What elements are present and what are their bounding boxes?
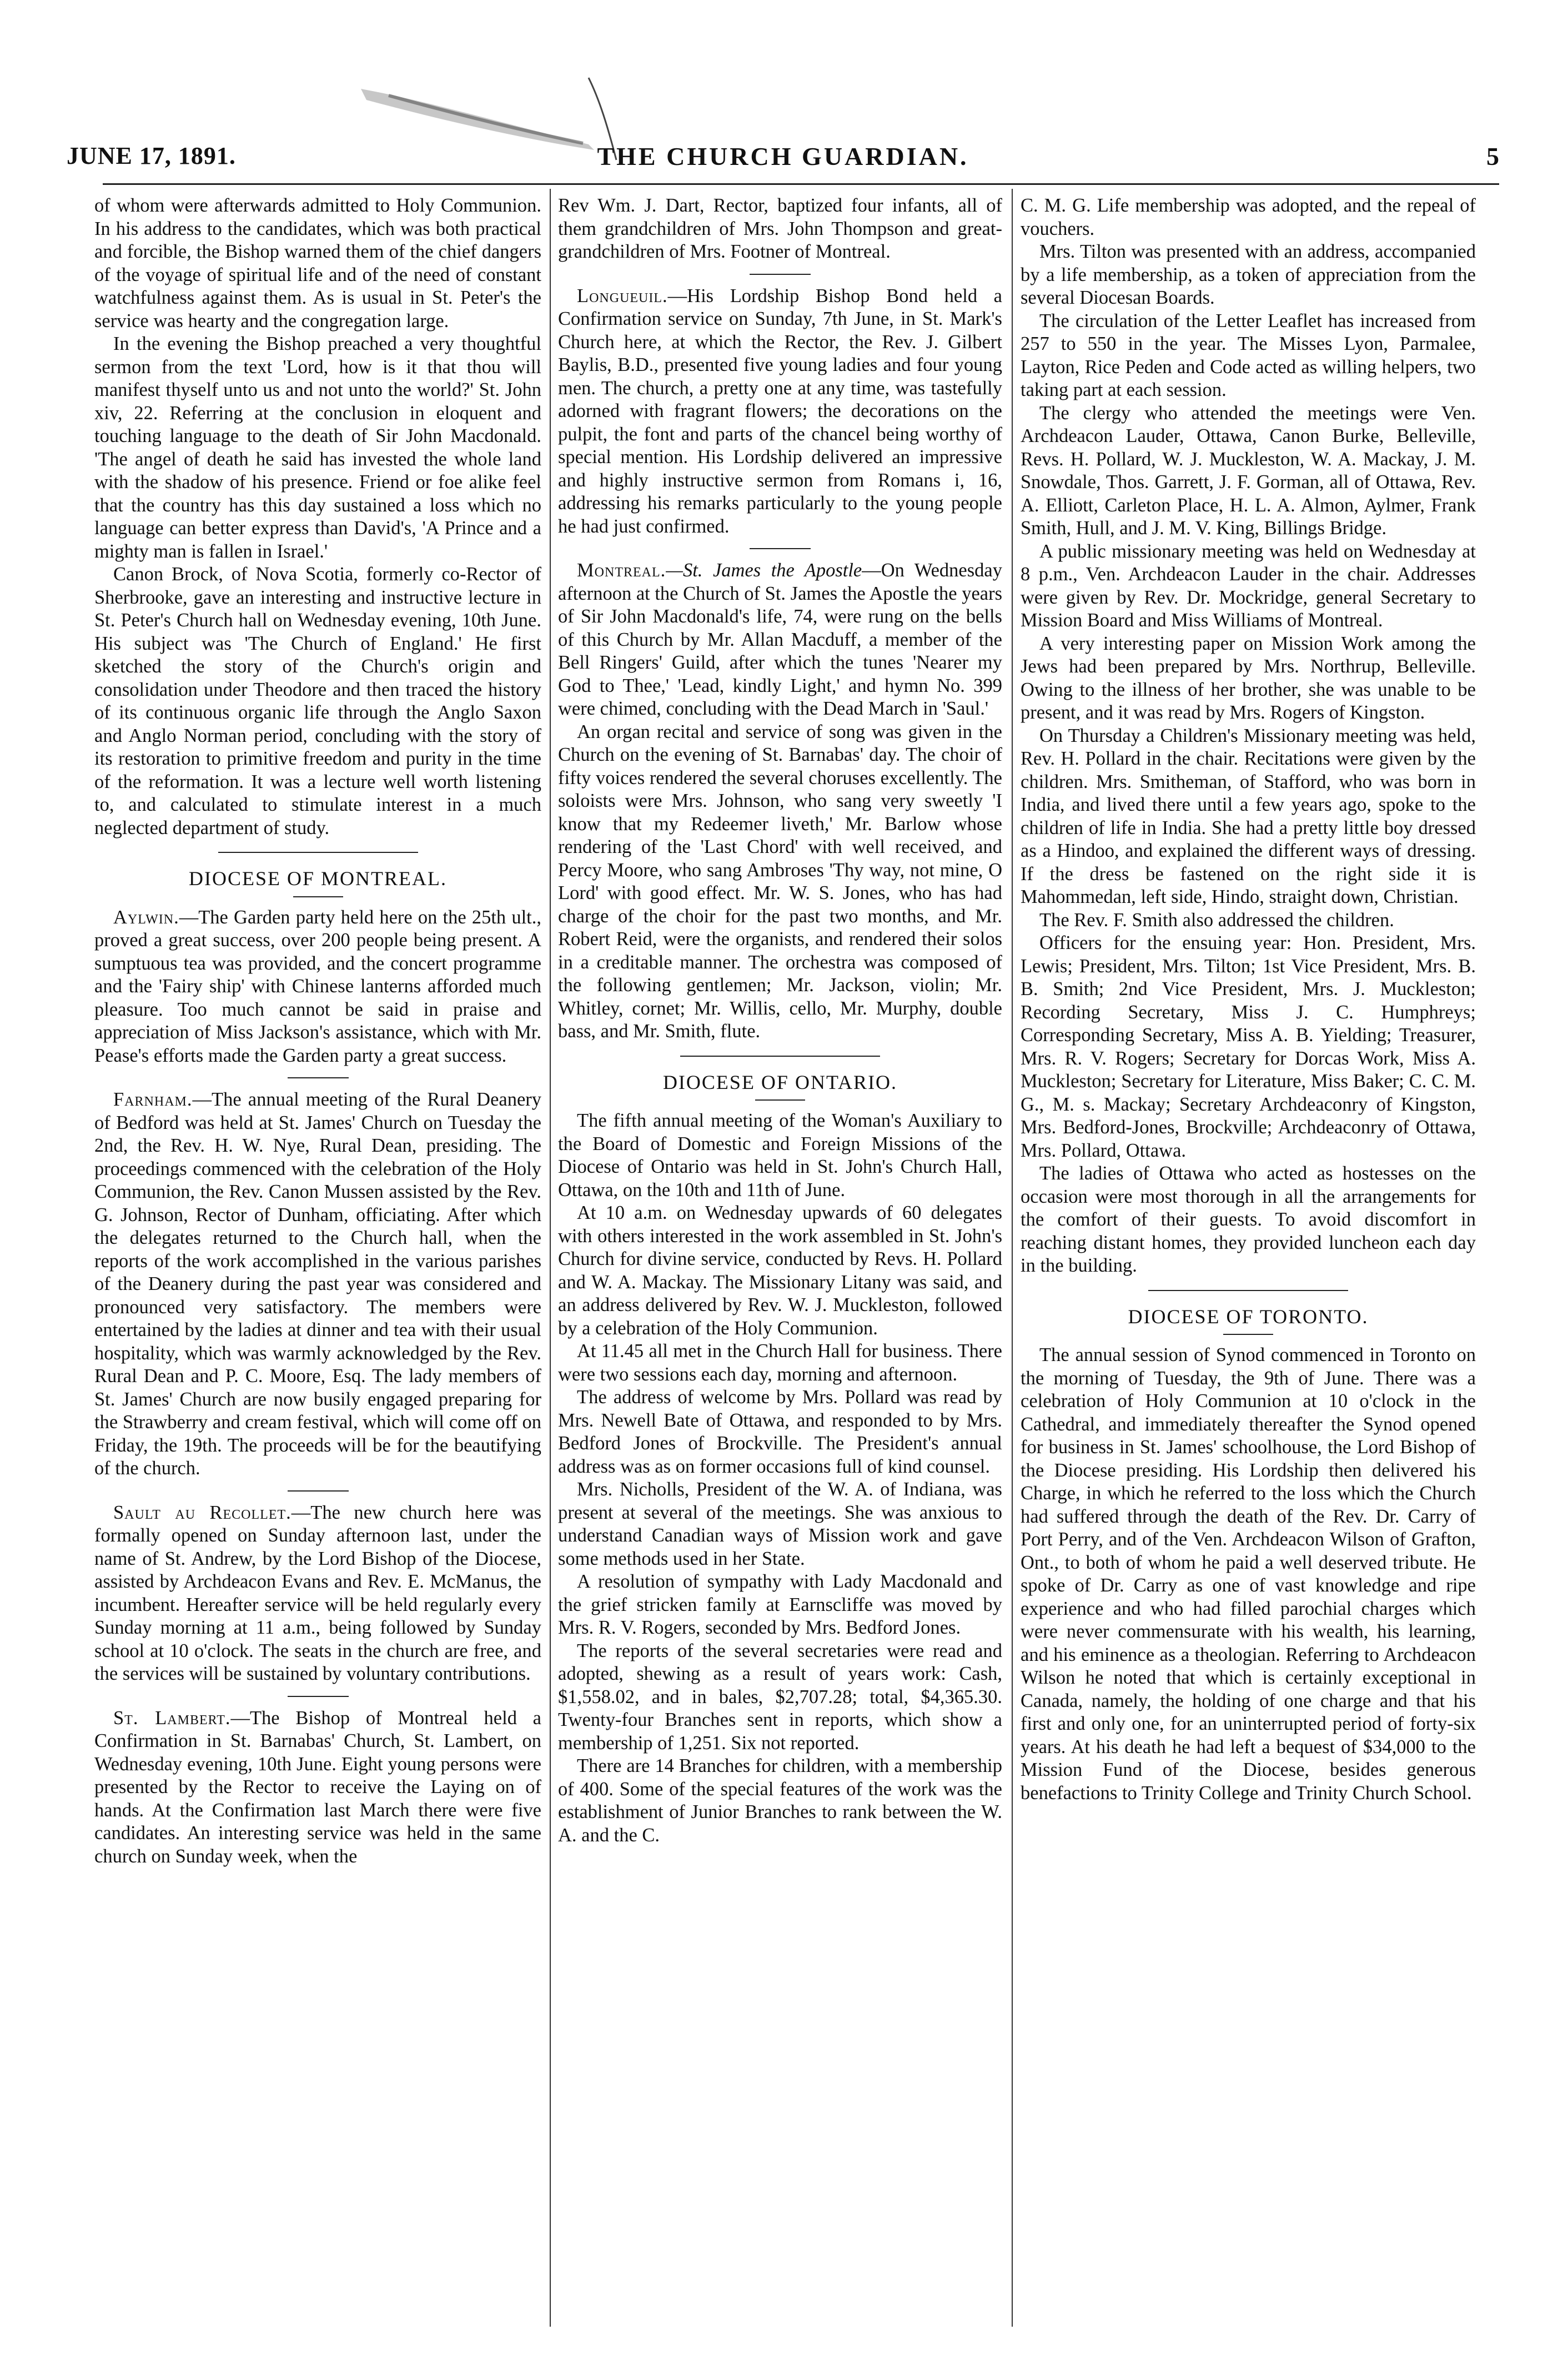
place-lead: Aylwin. — [113, 906, 179, 928]
paragraph: The address of welcome by Mrs. Pollard was read by Mrs. Newell Bate of Ottawa, and responded to by Mrs. Bedford Jones of Brockville. The President's annual address was as on former occasions full of kind counsel. — [558, 1387, 1002, 1477]
church-name: —St. James the Apostle — [666, 560, 862, 581]
paragraph: Mrs. Tilton was presented with an address, accompanied by a life membership, as a token of appreciation from the several Diocesan Boards. — [1021, 241, 1476, 308]
paragraph: An organ recital and service of song was given in the Church on the evening of St. Barnabas' day. The choir of fifty voices rendered the several choruses excellently. The soloists were Mrs. Johnson, who sang very sweetly 'I know that my Redeemer liveth,' Mr. Barlow whose rendering of the 'Last Chord' with well received, and Percy Moore, who sang Ambroses 'Thy way, not mine, O Lord' with good effect. Mr. W. S. Jones, who has had charge of the choir for the past two months, and Mr. Robert Reid, were the organists, and rendered their solos in a creditable manner. The orchestra was composed of the following gentlemen; Mr. Jackson, violin; Mr. Whitley, cornet; Mr. Willis, cello, Mr. Murphy, double bass, and Mr. Smith, flute. — [558, 721, 1002, 1042]
paragraph — [558, 285, 1002, 539]
paragraph: At 10 a.m. on Wednesday upwards of 60 delegates with others interested in the work assembled in St. John's Church for divine service, conducted by Revs. H. Pollard and W. A. Mackay. The Missionary Litany was said, and an address delivered by Rev. W. J. Muckleston, followed by a celebration of the Holy Communion. — [558, 1202, 1002, 1339]
place-lead: Sault au Recollet. — [113, 1502, 292, 1523]
heading-underline — [293, 896, 343, 897]
paragraph: The ladies of Ottawa who acted as hostesses on the occasion were most thorough in all the arrangements for the comfort of their guests. To avoid discomfort in reaching distant homes, they provided luncheon each day in the building. — [1021, 1163, 1476, 1276]
heading-underline — [1223, 1334, 1273, 1335]
paragraph: C. M. G. Life membership was adopted, and the repeal of vouchers. — [1021, 195, 1476, 239]
paragraph: The reports of the several secretaries were read and adopted, shewing as a result of years work: Cash, $1,558.02, and in bales, $2,707.28; total, $4,365.30. Twenty-four Branches sent in reports, which show a membership of 1,251. Six not reported. — [558, 1640, 1002, 1754]
section-separator — [680, 1056, 880, 1057]
paragraph-text: —The Garden party held here on the 25th ult., proved a great success, over 200 people being present. A sumptuous tea was provided, and the concert programme and the 'Fairy ship' with Chinese lanterns afforded much pleasure. Too much cannot be said in praise and appreciation of Miss Jackson's assistance, which with Mr. Pease's efforts made the Garden party a great success. — [94, 906, 541, 1066]
paragraph: Mrs. Nicholls, President of the W. A. of Indiana, was present at several of the meetings. She was anxious to understand Canadian ways of Mission work and gave some methods used in her State. — [558, 1479, 1002, 1569]
place-lead: Farnham. — [113, 1089, 193, 1110]
paragraph: A public missionary meeting was held on Wednesday at 8 p.m., Ven. Archdeacon Lauder in the chair. Addresses were given by Rev. Dr. Mockridge, general Secretary to Mission Board and Miss Williams of Montreal. — [1021, 540, 1476, 631]
item-separator — [288, 1490, 349, 1492]
paragraph: The annual session of Synod commenced in Toronto on the morning of Tuesday, the 9th of June. There was a celebration of Holy Communion at 10 o'clock in the Cathedral, and immediately thereafter the Synod opened for business in St. James' schoolhouse, the Lord Bishop of the Diocese presiding. His Lordship then delivered his Charge, in which he referred to the loss which the Church had suffered through the death of the Rev. Dr. Carry of Port Perry, and of the Ven. Archdeacon Wilson of Grafton, Ont., to both of whom he paid a well deserved tribute. He spoke of Dr. Carry as one of vast knowledge and ripe experience and who had filled parochial charges which were never commensurate with his wealth, his learning, and his eminence as a theologian. Referring to Archdeacon Wilson he noted that which is certainly exceptional in Canada, namely, the holding of one charge and that his first and only one, for an uninterrupted period of forty-six years. At his death he had left a bequest of $34,000 to the Mission Fund of the Diocese, besides generous benefactions to Trinity College and Trinity Church School. — [1021, 1344, 1476, 1804]
paragraph — [94, 906, 541, 1068]
heading-underline — [755, 1099, 805, 1101]
paragraph: Officers for the ensuing year: Hon. President, Mrs. Lewis; President, Mrs. Tilton; 1st Vice President, Mrs. B. B. Smith; 2nd Vice President, Mrs. J. Muckleston; Recording Secretary, Miss J. C. Humphreys; Corresponding Secretary, Miss A. B. Yielding; Treasurer, Mrs. R. V. Rogers; Secretary for Dorcas Work, Miss A. Muckleston; Secretary for Literature, Miss Baker; C. C. M. G., M. s. Mackay; Secretary Archdeaconry of Kingston, Mrs. Bedford-Jones, Brockville; Archdeaconry of Ottawa, Mrs. Pollard, Ottawa. — [1021, 932, 1476, 1161]
paragraph-text: —The annual meeting of the Rural Deanery of Bedford was held at St. James' Church on Tuesday the 2nd, the Rev. H. W. Nye, Rural Dean, presiding. The proceedings commenced with the celebration of the Holy Communion, the Rev. Canon Mussen assisted by the Rev. G. Johnson, Rector of Dunham, officiating. After which the delegates returned to the Church hall, when the reports of the work accomplished in the various parishes of the Deanery during the past year was considered and pronounced very satisfactory. The members were entertained by the ladies at dinner and tea with their usual hospitality, which was warmly acknowledged by the Rev. Rural Dean and P. C. Moore, Esq. The lady members of St. James' Church are now busily engaged preparing for the Strawberry and cream festival, which will come off on Friday, the 19th. The proceeds will be for the beautifying of the church. — [94, 1089, 541, 1479]
paragraph: The clergy who attended the meetings were Ven. Archdeacon Lauder, Ottawa, Canon Burke, Belleville, Revs. H. Pollard, W. J. Muckleston, W. A. Mackay, J. M. Snowdale, Thos. Garrett, J. F. Gorman, all of Ottawa, Rev. A. Elliott, Carleton Place, H. L. A. Almon, Aylmer, Frank Smith, Hull, and J. M. V. King, Billings Bridge. — [1021, 402, 1476, 539]
item-separator — [288, 1077, 349, 1078]
paragraph-text: —The new church here was formally opened on Sunday afternoon last, under the name of St. Andrew, by the Lord Bishop of the Diocese, assisted by Archdeacon Evans and Rev. E. McManus, the incumbent. Hereafter service will be held regularly every Sunday morning at 11 a.m., being followed by Sunday school at 10 o'clock. The seats in the church are free, and the services will be sustained by voluntary contributions. — [94, 1502, 541, 1684]
paragraph: Canon Brock, of Nova Scotia, formerly co-Rector of Sherbrooke, gave an interesting and instructive lecture in St. Peter's Church hall on Wednesday evening, 10th June. His subject was 'The Church of England.' He first sketched the story of the Church's origin and consolidation under Theodore and then traced the history of its continuous organic life through the Anglo Saxon and Anglo Norman period, concluding with the story of its restoration to primitive freedom and purity in the time of the reformation. It was a lecture well worth listening to, and calculated to stimulate interest in a much neglected department of study. — [94, 564, 541, 838]
section-separator — [218, 852, 418, 853]
paragraph-text: —The Bishop of Montreal held a Confirmation in St. Barnabas' Church, St. Lambert, on Wednesday evening, 10th June. Eight young persons were presented by the Rector to receive the Laying on of hands. At the Confirmation last March there were five candidates. An interesting service was held in the same church on Sunday week, when the — [94, 1707, 541, 1867]
page-header — [67, 142, 1499, 175]
paragraph: The Rev. F. Smith also addressed the children. — [1039, 909, 1394, 931]
paragraph: A very interesting paper on Mission Work among the Jews had been prepared by Mrs. Northrup, Belleville. Owing to the illness of her brother, she was unable to be present, and it was read by Mrs. Rogers of Kingston. — [1021, 632, 1476, 723]
paragraph: On Thursday a Children's Missionary meeting was held, Rev. H. Pollard in the chair. Recitations were given by the children. Mrs. Smitheman, of Stafford, who was born in India, and lived there until a few years ago, spoke to the children of life in India. She had a pretty little boy dressed as a Hindoo, and explained the different ways of dressing. If the dress be fastened on the right side it is Mahommedan, left side, Hindo, straight down, Christian. — [1021, 725, 1476, 907]
place-lead: Longueuil. — [577, 285, 668, 307]
paragraph — [558, 559, 1002, 721]
place-lead: St. Lambert. — [113, 1707, 231, 1729]
section-heading-montreal: DIOCESE OF MONTREAL. — [188, 867, 447, 890]
paragraph: In the evening the Bishop preached a very thoughtful sermon from the text 'Lord, how is it that thou will manifest thyself unto us and not unto the world?' St. John xiv, 22. Referring at the conclusion in eloquent and touching language to the death of Sir John Macdonald. 'The angel of death he said has invested the whole land with the shadow of his presence. Friend or foe alike feel that the country has this day sustained a loss which no language can better express than David's, 'A Prince and a mighty man is fallen in Israel.' — [94, 333, 541, 562]
paragraph — [94, 1088, 541, 1480]
header-date: JUNE 17, 1891. — [67, 142, 236, 169]
column-1 — [94, 194, 541, 2327]
paragraph: A resolution of sympathy with Lady Macdonald and the grief stricken family at Earnscliffe was moved by Mrs. R. V. Rogers, seconded by Mrs. Bedford Jones. — [558, 1571, 1002, 1638]
paragraph — [94, 1502, 541, 1686]
item-separator — [750, 548, 811, 549]
paragraph: At 11.45 all met in the Church Hall for business. There were two sessions each day, morning and afternoon. — [558, 1340, 1002, 1385]
paragraph-text: —On Wednesday afternoon at the Church of St. James the Apostle the years of Sir John Macdonald's life, 74, were rung on the bells of this Church by Mr. Allan Macduff, a member of the Bell Ringers' Guild, after which the tunes 'Nearer my God to Thee,' 'Lead, kindly Light,' and hymn No. 399 were chimed, concluding with the Dead March in 'Saul.' — [558, 560, 1002, 719]
place-lead: Montreal. — [577, 560, 666, 581]
column-3 — [1021, 194, 1476, 2327]
section-heading-ontario: DIOCESE OF ONTARIO. — [662, 1071, 898, 1093]
column-divider — [550, 189, 551, 2327]
column-divider — [1012, 189, 1013, 2327]
section-separator — [1148, 1290, 1348, 1291]
item-separator — [288, 1696, 349, 1697]
header-title: THE CHURCH GUARDIAN. — [597, 142, 969, 170]
paragraph-text: —His Lordship Bishop Bond held a Confirmation service on Sunday, 7th June, in St. Mark's Church here, at which the Rector, the Rev. J. Gilbert Baylis, B.D., presented five young ladies and four young men. The church, a pretty one at any time, was tastefully adorned with fragrant flowers; the decorations on the pulpit, the font and parts of the chancel being worthy of special mention. His Lordship delivered an impressive and highly instructive sermon from Romans i, 16, addressing his remarks particularly to the young people he had just confirmed. — [558, 285, 1002, 537]
paragraph — [94, 1707, 541, 1869]
paragraph: There are 14 Branches for children, with a membership of 400. Some of the special features of the work was the establishment of Junior Branches to rank between the W. A. and the C. — [558, 1755, 1002, 1846]
header-page-number: 5 — [1486, 142, 1499, 170]
paragraph: Rev Wm. J. Dart, Rector, baptized four infants, all of them grandchildren of Mrs. John Thompson and great-grandchildren of Mrs. Footner of Montreal. — [558, 195, 1002, 262]
header-rule — [103, 183, 1499, 185]
column-2 — [558, 194, 1002, 2327]
paragraph: The circulation of the Letter Leaflet has increased from 257 to 550 in the year. The Misses Lyon, Parmalee, Layton, Rice Peden and Code acted as willing helpers, two taking part at each session. — [1021, 310, 1476, 400]
paragraph: of whom were afterwards admitted to Holy Communion. In his address to the candidates, which was both practical and forcible, the Bishop warned them of the chief dangers of the voyage of spiritual life and of the need of constant watchfulness against them. As is usual in St. Peter's the service was hearty and the congregation large. — [94, 195, 541, 332]
section-heading-toronto: DIOCESE OF TORONTO. — [1128, 1305, 1369, 1328]
paragraph: The fifth annual meeting of the Woman's Auxiliary to the Board of Domestic and Foreign Missions of the Diocese of Ontario was held in St. John's Church Hall, Ottawa, on the 10th and 11th of June. — [558, 1110, 1002, 1201]
item-separator — [750, 274, 811, 275]
